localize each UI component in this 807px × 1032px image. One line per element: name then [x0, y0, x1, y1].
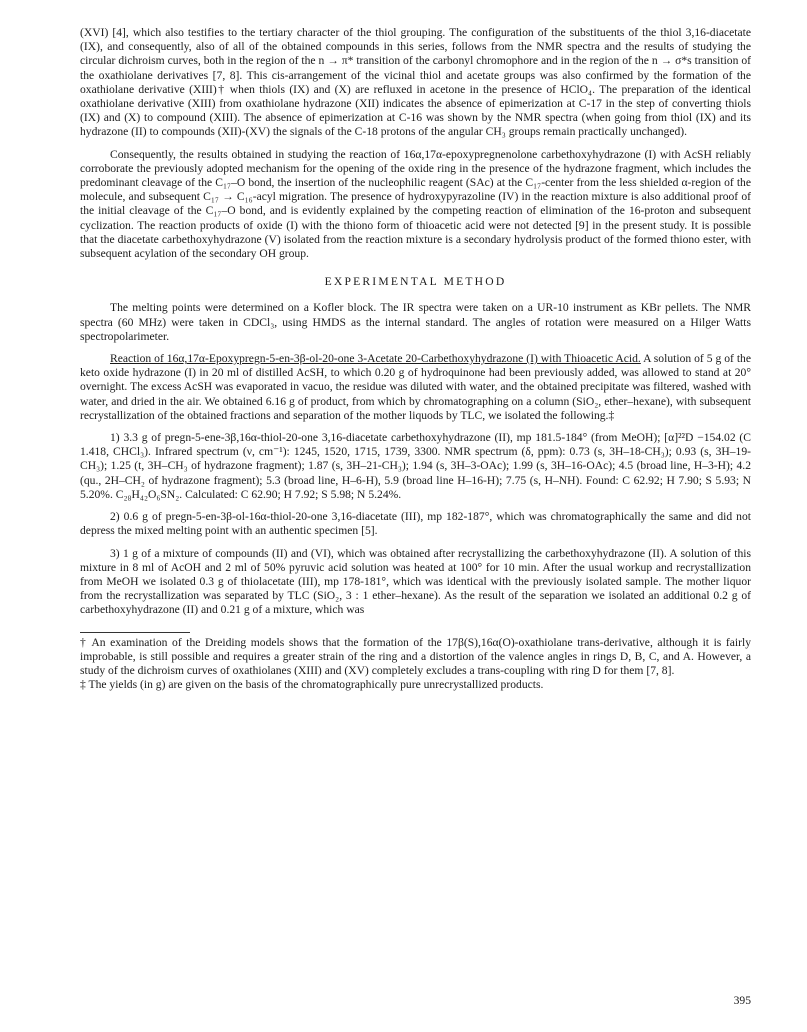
page-number: 395: [733, 994, 751, 1007]
body-paragraph-2: Consequently, the results obtained in studying the reaction of 16α,17α-epoxypregnenolone carbethoxyhydrazone (I) with AcSH reliably corroborate the previously adopted mechanism for the opening of the oxide ring in the presence of the hydrazone fragment, which includes the predominant cleavage of the C₁₇–O bond, the insertion of the nucleophilic reagent (SAc) at the C₁₇-center from the less shielded α-region of the molecule, and subsequent C₁₇ → C₁₆-acyl migration. The presence of hydroxypyrazoline (IV) in the reaction mixture is also additional proof of the initial cleavage of the C₁₇–O bond, and is evidently explained by the competing reaction of elimination of the 16-proton and subsequent cyclization. The reaction products of oxide (I) with the thiono form of thioacetic acid were not detected [9] in the present study. It is possible that the diacetate carbethoxyhydrazone (V) isolated from the reaction mixture is a secondary hydrolysis product of the formed thiono ester, with subsequent acylation of the secondary OH group.: [80, 147, 751, 261]
body-paragraph-6: 2) 0.6 g of pregn-5-en-3β-ol-16α-thiol-20-one 3,16-diacetate (III), mp 182-187°, which was chromatographically the same and did not depress the mixed melting point with an authentic specimen [5].: [80, 510, 751, 538]
body-paragraph-1: (XVI) [4], which also testifies to the tertiary character of the thiol grouping. The configuration of the substituents of the thiol 3,16-diacetate (IX), and consequently, also of all of the obtained compounds in this series, follows from the NMR spectra and the results of studying the circular dichroism curves, both in the region of the n → π* transition of the carbonyl chromophore and in the region of the n → σ*s transition of the oxathiolane derivatives [7, 8]. This cis-arrangement of the vicinal thiol and acetate groups was also confirmed by the formation of the oxathiolane derivative (XIII)† when thiols (IX) and (X) are refluxed in acetone in the presence of HClO₄. The preparation of the identical oxathiolane derivative (XIII) from oxathiolane hydrazone (XII) indicates the absence of epimerization at C-17 in the step of converting thiols (IX) and (X) to compound (XIII). The absence of epimerization at C-16 was shown by the NMR spectra (when going from thiol (IX) and its hydrazone (II) to compounds (XII)-(XV) the signals of the C-18 protons of the angular CH₃ groups remain practically unchanged).: [80, 26, 751, 139]
footnote-rule: [80, 632, 190, 633]
body-paragraph-4: [80, 352, 751, 423]
body-paragraph-7: 3) 1 g of a mixture of compounds (II) and (VI), which was obtained after recrystallizing the carbethoxyhydrazone (II). A solution of this mixture in 8 ml of AcOH and 2 ml of 50% pyruvic acid solution was heated at 100° for 10 min. After the usual workup and recrystallization from MeOH we isolated 0.3 g of thiolacetate (III), mp 178-181°, which was identical with the previously isolated sample. The mother liquor from the recrystallization was separated by TLC (SiO₂, 3 : 1 ether–hexane). As the result of the separation we isolated an additional 0.2 g of carbethoxyhydrazone (II) and 0.21 g of a mixture, which was: [80, 546, 751, 617]
body-paragraph-5: 1) 3.3 g of pregn-5-ene-3β,16α-thiol-20-one 3,16-diacetate carbethoxyhydrazone (II), mp 181.5-184° (from MeOH); [α]²²D −154.02 (C 1.418, CHCl₃). Infrared spectrum (ν, cm⁻¹): 1245, 1520, 1715, 1739, 3300. NMR spectrum (δ, ppm): 0.73 (s, 3H–18-CH₃); 0.93 (s, 3H–19-CH₃); 1.25 (t, 3H–CH₃ of hydrazone fragment); 1.87 (s, 3H–21-CH₃); 1.94 (s, 3H–3-OAc); 1.99 (s, 3H–16-OAc); 4.5 (broad line, H–3-H); 4.2 (qu., 2H–CH₂ of hydrazone fragment); 5.3 (broad line, H–6-H), 5.9 (broad line H–16-H); 7.75 (s, H–NH). Found: C 62.92; H 7.90; S 5.93; N 5.20%. C₂₈H₄₂O₆SN₂. Calculated: C 62.90; H 7.92; S 5.98; N 5.24%.: [80, 431, 751, 501]
procedure-body: A solution of 5 g of the keto oxide hydrazone (I) in 20 ml of distilled AcSH, to which 0.20 g of hydroquinone had been previously added, was allowed to stand at 20° overnight. The excess AcSH was evaporated in vacuo, the residue was diluted with water, and the obtained precipitate was filtered, washed with water, and dried in the air. We obtained 6.16 g of product, from which by chromatographing on a column (SiO₂, ether–hexane), with subsequent recrystallization of the obtained fractions and separation of the mother liquods by TLC, we isolated the following.‡: [80, 352, 751, 422]
body-paragraph-3: The melting points were determined on a Kofler block. The IR spectra were taken on a UR-10 instrument as KBr pellets. The NMR spectra (60 MHz) were taken in CDCl₃, using HMDS as the internal standard. The angles of rotation were measured on a Hilger Watts spectropolarimeter.: [80, 301, 751, 343]
footnotes: [80, 636, 751, 693]
footnote-double-dagger: ‡ The yields (in g) are given on the basis of the chromatographically pure unrecrystallized products.: [80, 678, 544, 692]
section-heading-experimental: EXPERIMENTAL METHOD: [324, 275, 507, 289]
footnote-dagger: † An examination of the Dreiding models shows that the formation of the 17β(S),16α(O)-oxathiolane trans-derivative, although it is fairly improbable, is still possible and requires a greater strain of the ring and a distortion of the valence angles in rings D, B, C, and A. However, a study of the dichroism curves of oxathiolanes (XIII) and (XV) completely excludes a trans-coupling with ring D for them [7, 8].: [80, 635, 751, 677]
procedure-title: Reaction of 16α,17α-Epoxypregn-5-en-3β-ol-20-one 3-Acetate 20-Carbethoxyhydrazone (I) with Thioacetic Acid.: [110, 352, 641, 366]
